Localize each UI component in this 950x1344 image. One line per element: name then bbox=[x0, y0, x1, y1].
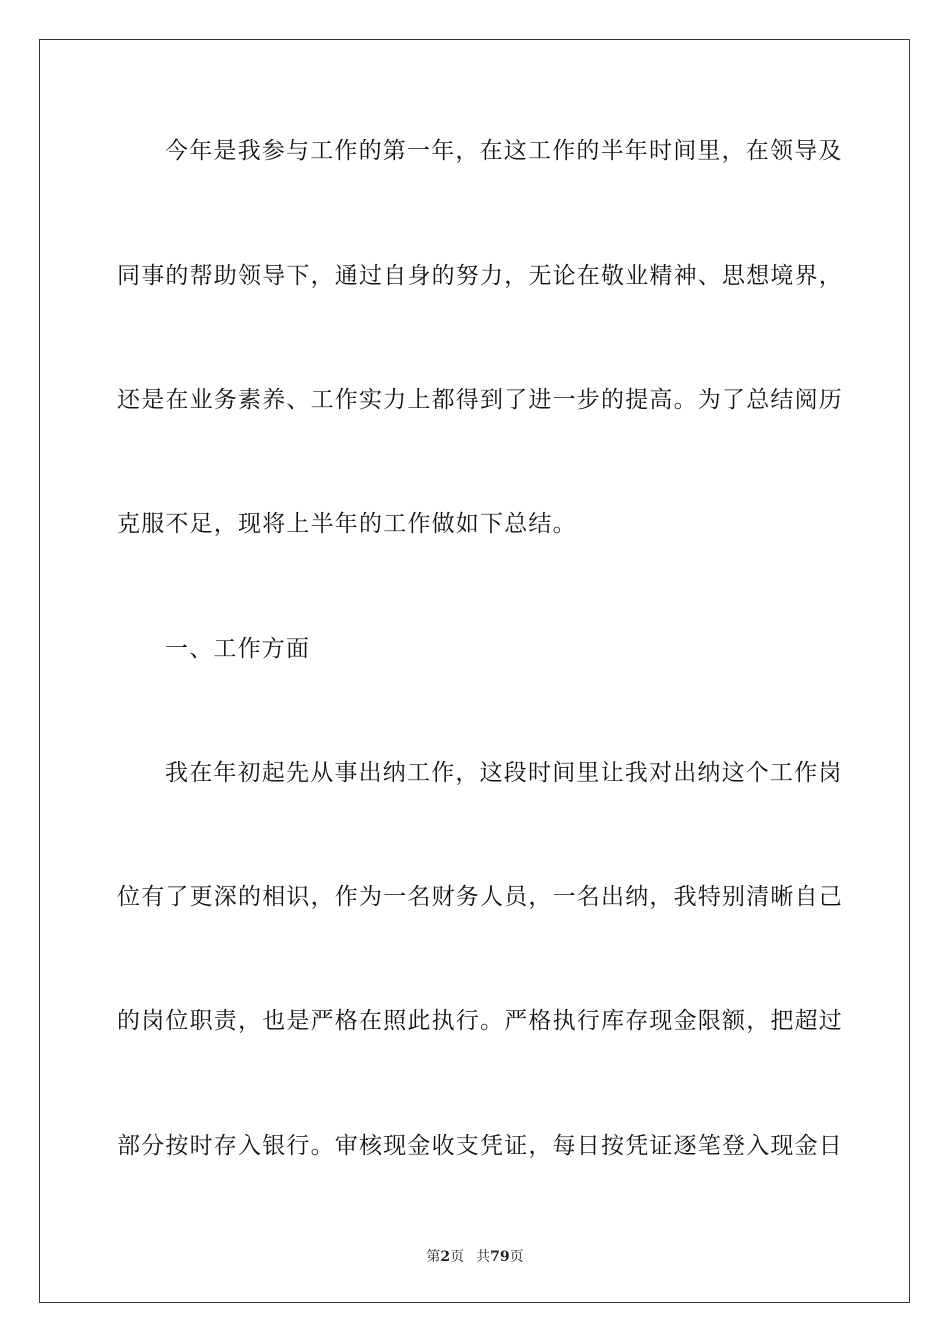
page-footer bbox=[0, 1246, 950, 1266]
paragraph-2-line-1: 我在年初起先从事出纳工作，这段时间里让我对出纳这个工作岗 bbox=[165, 760, 843, 786]
paragraph-1-line-4: 克服不足，现将上半年的工作做如下总结。 bbox=[117, 511, 577, 537]
page-border bbox=[39, 39, 910, 1303]
paragraph-2-line-3: 的岗位职责，也是严格在照此执行。严格执行库存现金限额，把超过 bbox=[117, 1008, 843, 1034]
footer-page-number: 2 bbox=[440, 1249, 451, 1265]
footer-page-prefix: 第 bbox=[426, 1249, 441, 1265]
section-heading: 一、工作方面 bbox=[165, 636, 311, 662]
footer-page-suffix: 页 bbox=[450, 1249, 465, 1265]
paragraph-2-line-2: 位有了更深的相识，作为一名财务人员，一名出纳，我特别清晰自己 bbox=[117, 884, 843, 910]
paragraph-1-line-3: 还是在业务素养、工作实力上都得到了进一步的提高。为了总结阅历 bbox=[117, 387, 843, 413]
paragraph-1-line-1: 今年是我参与工作的第一年，在这工作的半年时间里，在领导及 bbox=[165, 138, 843, 164]
footer-total-prefix: 共 bbox=[476, 1249, 491, 1265]
footer-total-pages: 79 bbox=[490, 1249, 510, 1265]
footer-total-suffix: 页 bbox=[509, 1249, 524, 1265]
paragraph-2-line-4: 部分按时存入银行。审核现金收支凭证，每日按凭证逐笔登入现金日 bbox=[117, 1133, 843, 1159]
paragraph-1-line-2: 同事的帮助领导下，通过自身的努力，无论在敬业精神、思想境界， bbox=[117, 263, 843, 289]
